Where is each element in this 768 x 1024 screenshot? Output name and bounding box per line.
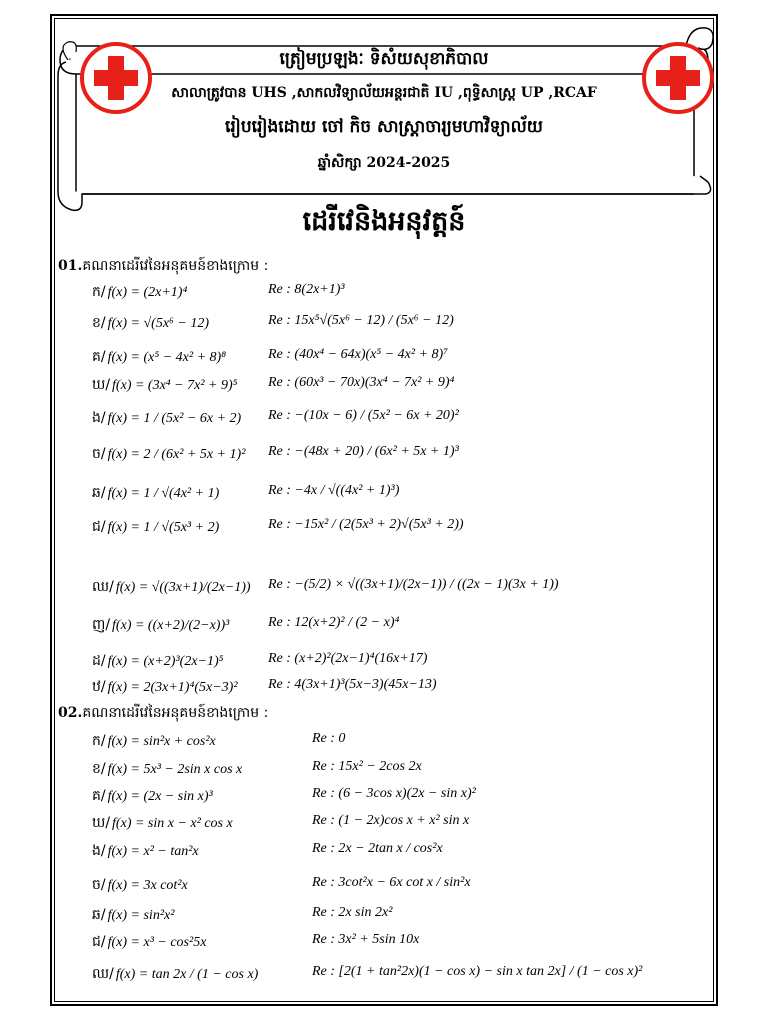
exercise-function: f(x) = sin x − x² cos x	[112, 816, 233, 831]
exercise-function: f(x) = (3x⁴ − 7x² + 9)⁵	[112, 378, 238, 393]
exercise-letter: គ/	[92, 349, 106, 365]
exercise-answer: Re : 15x² − 2cos 2x	[312, 759, 422, 774]
exercise-function: f(x) = ((x+2)/(2−x))³	[112, 618, 230, 633]
exercise-function: f(x) = x² − tan²x	[107, 844, 199, 859]
exercise-letter: ឆ/	[92, 485, 106, 501]
exercise-function: f(x) = sin²x + cos²x	[107, 734, 216, 749]
section-1-number: 01.	[58, 258, 83, 274]
exercise-answer: Re : (1 − 2x)cos x + x² sin x	[312, 813, 470, 828]
exercise-letter: ក/	[92, 284, 106, 300]
page-title: ដេរីវេនិងអនុវត្តន៍	[302, 206, 466, 237]
exercise-letter: ង/	[92, 843, 106, 859]
exercise-answer: Re : −(5/2) × √((3x+1)/(2x−1)) / ((2x − 1)(3x + 1))	[268, 577, 559, 592]
exercise-answer: Re : 8(2x+1)³	[268, 282, 345, 297]
exercise-letter: ឈ/	[92, 579, 114, 595]
exercise-section1-8	[92, 517, 219, 538]
academic-year-value: 2024-2025	[366, 155, 451, 171]
exercise-function: f(x) = (x⁵ − 4x² + 8)⁸	[107, 350, 227, 365]
exercise-answer: Re : 15x⁵√(5x⁶ − 12) / (5x⁶ − 12)	[268, 313, 454, 328]
exercise-section1-2	[92, 313, 209, 334]
exercise-section1-5	[92, 408, 241, 429]
exercise-function: f(x) = sin²x²	[107, 908, 175, 923]
exercise-letter: ឃ/	[92, 377, 111, 393]
exercise-function: f(x) = (2x+1)⁴	[107, 285, 188, 300]
exercise-answer: Re : (60x³ − 70x)(3x⁴ − 7x² + 9)⁴	[268, 375, 455, 390]
exercise-answer: Re : 2x − 2tan x / cos²x	[312, 841, 443, 856]
exercise-answer: Re : −(10x − 6) / (5x² − 6x + 20)²	[268, 408, 459, 423]
exercise-section2-5	[92, 841, 199, 862]
exercise-section1-11	[92, 651, 224, 672]
exercise-section1-4	[92, 375, 238, 396]
exercise-letter: ឃ/	[92, 815, 111, 831]
exercise-section2-1	[92, 731, 216, 752]
exercise-letter: ង/	[92, 410, 106, 426]
exercise-answer: Re : 3cot²x − 6x cot x / sin²x	[312, 875, 471, 890]
exercise-letter: ខ/	[92, 315, 106, 331]
exercise-section1-1	[92, 282, 187, 303]
exercise-letter: ច/	[92, 877, 106, 893]
exercise-answer: Re : (40x⁴ − 64x)(x⁵ − 4x² + 8)⁷	[268, 347, 449, 362]
exercise-function: f(x) = 2 / (6x² + 5x + 1)²	[107, 447, 246, 462]
exercise-letter: គ/	[92, 788, 106, 804]
exercise-function: f(x) = √((3x+1)/(2x−1))	[115, 580, 251, 595]
exercise-function: f(x) = (x+2)³(2x−1)⁵	[107, 654, 224, 669]
exercise-section2-3	[92, 786, 213, 807]
exercise-answer: Re : −4x / √((4x² + 1)³)	[268, 483, 400, 498]
header-exam-prep: ត្រៀមប្រឡងៈ ទិសំយសុខាភិបាល	[279, 49, 489, 69]
exercise-function: f(x) = 3x cot²x	[107, 878, 188, 893]
exercise-letter: ឈ/	[92, 966, 114, 982]
section-2-heading	[58, 703, 268, 724]
section-1-heading	[58, 256, 268, 277]
section-2-heading-text: គណនាដេរីវេនៃអនុគមន៍ខាងក្រោម :	[82, 705, 269, 721]
exercise-function: f(x) = 5x³ − 2sin x cos x	[107, 762, 243, 777]
exercise-letter: ដ/	[92, 653, 106, 669]
exercise-section2-2	[92, 759, 242, 780]
exercise-section1-12	[92, 677, 238, 698]
exercise-section2-9	[92, 964, 258, 985]
exercise-function: f(x) = 1 / √(4x² + 1)	[107, 486, 220, 501]
exercise-function: f(x) = 1 / (5x² − 6x + 2)	[107, 411, 242, 426]
exercise-section1-9	[92, 577, 251, 598]
exercise-section2-6	[92, 875, 188, 896]
exercise-function: f(x) = tan 2x / (1 − cos x)	[115, 967, 259, 982]
exercise-letter: ជ/	[92, 934, 106, 950]
exercise-section1-7	[92, 483, 219, 504]
exercise-answer: Re : 2x sin 2x²	[312, 905, 393, 920]
exercise-letter: ជ/	[92, 519, 106, 535]
exercise-section2-8	[92, 932, 206, 953]
section-2-number: 02.	[58, 705, 83, 721]
exercise-section1-6	[92, 444, 245, 465]
exercise-section1-10	[92, 615, 229, 636]
exercise-function: f(x) = √(5x⁶ − 12)	[107, 316, 210, 331]
header-academic-year	[0, 153, 768, 174]
exercise-answer: Re : 12(x+2)² / (2 − x)⁴	[268, 615, 400, 630]
academic-year-label: ឆ្នាំសិក្សា	[317, 155, 362, 171]
exercise-letter: ខ/	[92, 761, 106, 777]
exercise-section1-3	[92, 347, 226, 368]
exercise-answer: Re : (6 − 3cos x)(2x − sin x)²	[312, 786, 476, 801]
exercise-letter: ញ/	[92, 617, 111, 633]
exercise-section2-4	[92, 813, 233, 834]
exercise-answer: Re : −(48x + 20) / (6x² + 5x + 1)³	[268, 444, 459, 459]
exercise-section2-7	[92, 905, 174, 926]
section-1-heading-text: គណនាដេរីវេនៃអនុគមន៍ខាងក្រោម :	[82, 258, 269, 274]
exercise-letter: ឆ/	[92, 907, 106, 923]
header-author: រៀបរៀងដោយ ចៅ កិច សាស្ត្រាចារ្យមហាវិទ្យាល័យ	[225, 117, 543, 137]
exercise-letter: ច/	[92, 446, 106, 462]
exercise-function: f(x) = 2(3x+1)⁴(5x−3)²	[107, 680, 238, 695]
exercise-letter: ក/	[92, 733, 106, 749]
exercise-answer: Re : (x+2)²(2x−1)⁴(16x+17)	[268, 651, 428, 666]
exercise-answer: Re : 3x² + 5sin 10x	[312, 932, 420, 947]
exercise-answer: Re : 4(3x+1)³(5x−3)(45x−13)	[268, 677, 437, 692]
exercise-letter: ឋ/	[92, 679, 106, 695]
exercise-answer: Re : −15x² / (2(5x³ + 2)√(5x³ + 2))	[268, 517, 464, 532]
exercise-answer: Re : 0	[312, 731, 346, 746]
exercise-answer: Re : [2(1 + tan²2x)(1 − cos x) − sin x tan 2x] / (1 − cos x)²	[312, 964, 643, 979]
exercise-function: f(x) = (2x − sin x)³	[107, 789, 213, 804]
exercise-function: f(x) = 1 / √(5x³ + 2)	[107, 520, 220, 535]
header-universities: សាលាត្រូវបាន UHS ,សាកលវិទ្យាល័យអន្តរជាតិ IU ,ពុទ្ធិសាស្ត្រ UP ,RCAF	[171, 85, 597, 101]
exercise-function: f(x) = x³ − cos²5x	[107, 935, 207, 950]
